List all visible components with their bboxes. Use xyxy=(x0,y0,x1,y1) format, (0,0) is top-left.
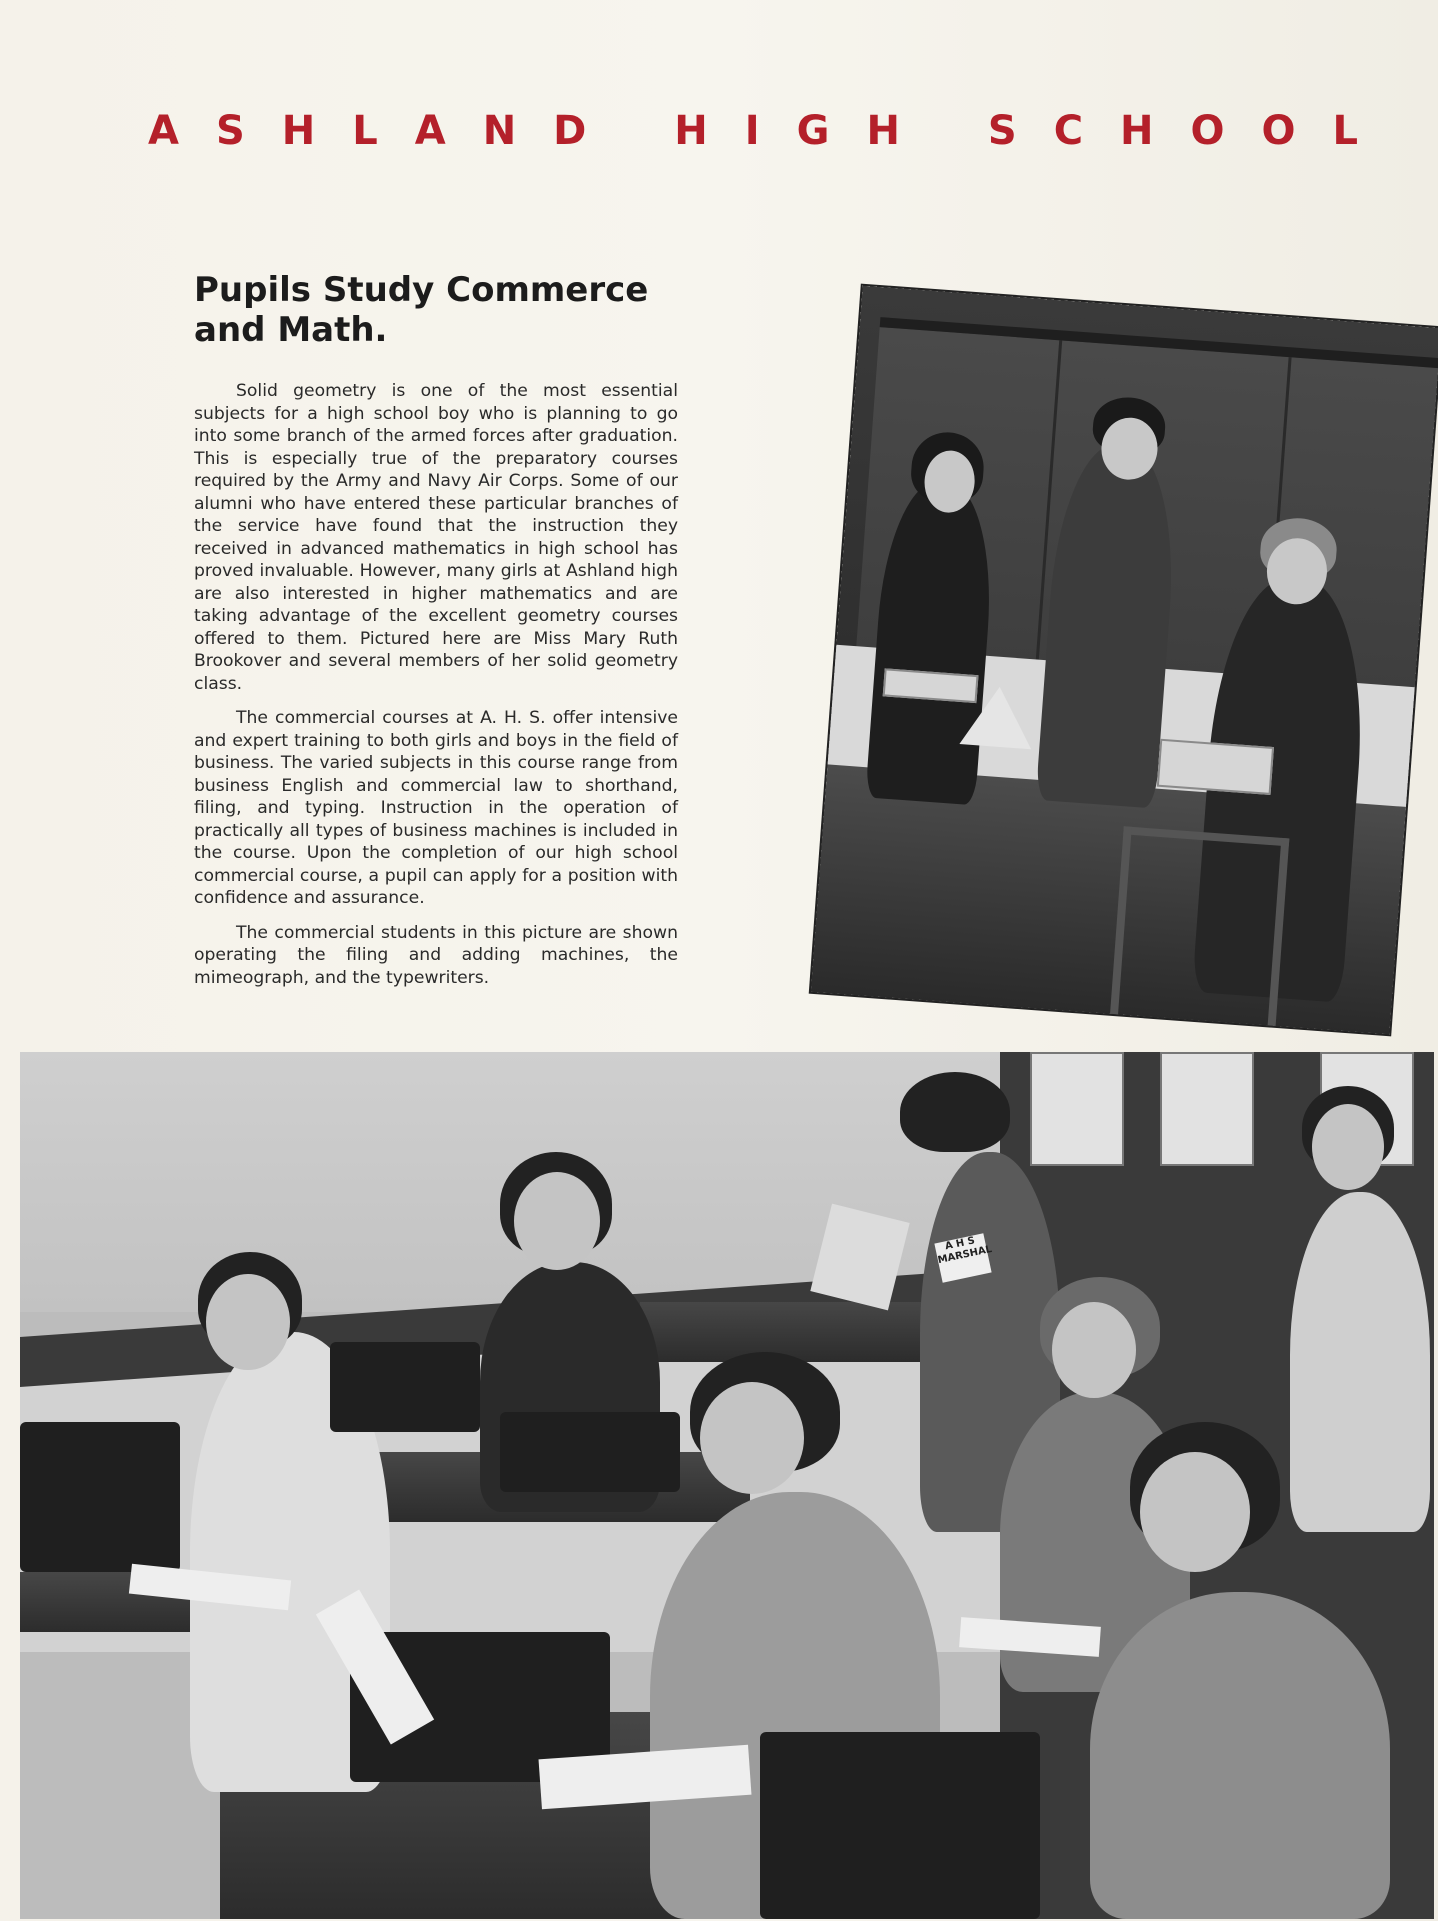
running-head: ASHLAND HIGH SCHOOL xyxy=(148,108,1396,154)
marshal-armband: A H S MARSHAL xyxy=(934,1233,991,1283)
adding-machine xyxy=(500,1412,680,1492)
paragraph-geometry: Solid geometry is one of the most essential subjects for a high school boy who is planning to go into some branch of the armed forces after graduation. This is especially true of the preparatory courses required by the Army and Navy Air Corps. Some of our alumni who have entered these particular branches of the service have found that the instruction they received in advanced mathematics in high school has proved invaluable. However, many girls at Ashland high are also interested in higher mathematics and are taking advantage of the excellent geometry courses offered to them. Pictured here are Miss Mary Ruth Brookover and several members of her solid geometry class. xyxy=(194,381,678,694)
article-title-line-1: Pupils Study Commerce xyxy=(194,270,649,310)
face xyxy=(514,1172,600,1270)
books xyxy=(1157,739,1274,795)
teacher xyxy=(1290,1192,1430,1532)
chair xyxy=(1109,826,1290,1034)
typewriter xyxy=(330,1342,480,1432)
hair xyxy=(900,1072,1010,1152)
article-title xyxy=(194,270,714,350)
face xyxy=(1140,1452,1250,1572)
face xyxy=(700,1382,804,1494)
poster xyxy=(1030,1052,1124,1166)
typewriter xyxy=(20,1422,180,1572)
face xyxy=(1312,1104,1384,1190)
paragraph-caption: The commercial students in this picture are shown operating the filing and adding machines, the mimeograph, and the typewriters. xyxy=(194,922,678,988)
geometry-class-photo xyxy=(811,286,1438,1035)
poster xyxy=(1160,1052,1254,1166)
geometry-model xyxy=(959,684,1035,749)
paragraph-commercial: The commercial courses at A. H. S. offer intensive and expert training to both girls and boys in the field of business. The varied subjects in this course range from business English and commercial law to shorthand, filing, and typing. Instruction in the operation of practically all types of business machines is included in the course. Upon the completion of our high school commercial course, a pupil can apply for a position with confidence and assurance. xyxy=(194,708,678,908)
face xyxy=(206,1274,290,1370)
commercial-class-photo xyxy=(20,1052,1434,1919)
student xyxy=(1090,1592,1390,1919)
article-body xyxy=(194,380,678,1001)
article-title-line-2: and Math. xyxy=(194,310,388,350)
face xyxy=(1052,1302,1136,1398)
typewriter xyxy=(760,1732,1040,1919)
